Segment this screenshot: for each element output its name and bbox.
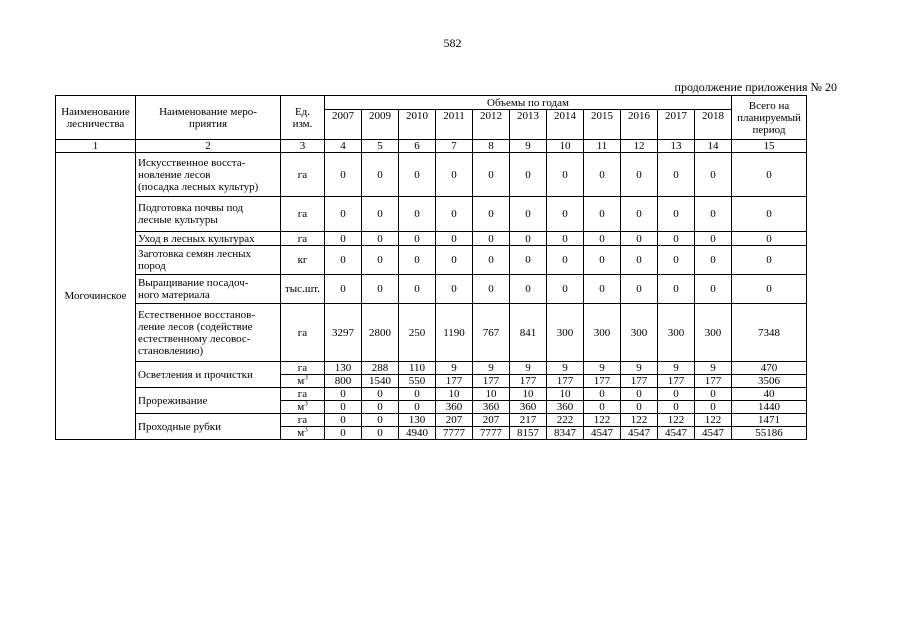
value-cell: 0 <box>621 197 658 232</box>
value-cell: 0 <box>399 401 436 414</box>
value-cell: 841 <box>510 304 547 362</box>
value-cell: 177 <box>584 375 621 388</box>
value-cell: 0 <box>362 246 399 275</box>
unit-text: га <box>297 388 308 400</box>
total-cell: 0 <box>732 232 807 246</box>
value-cell: 0 <box>325 153 362 197</box>
value-cell: 1190 <box>436 304 473 362</box>
value-cell: 177 <box>547 375 584 388</box>
value-cell: 0 <box>584 232 621 246</box>
header-year: 2009 <box>362 110 399 140</box>
value-cell: 0 <box>325 275 362 304</box>
value-cell: 0 <box>547 197 584 232</box>
measure-name-line: Заготовка семян лесных <box>138 248 252 260</box>
measure-name-line: естественному лесовос- <box>138 332 251 345</box>
value-cell: 0 <box>399 232 436 246</box>
value-cell: 300 <box>621 304 658 362</box>
total-cell: 55186 <box>732 427 807 440</box>
table-row <box>56 414 807 427</box>
unit-text: м <box>297 401 305 413</box>
value-cell: 0 <box>621 246 658 275</box>
total-cell: 7348 <box>732 304 807 362</box>
column-number: 4 <box>325 140 362 153</box>
header-total: Всего на планируемый период <box>732 96 807 140</box>
column-number: 10 <box>547 140 584 153</box>
value-cell: 0 <box>621 401 658 414</box>
value-cell: 0 <box>621 153 658 197</box>
measure-name <box>136 275 281 304</box>
value-cell: 0 <box>695 246 732 275</box>
value-cell: 0 <box>436 246 473 275</box>
value-cell: 217 <box>510 414 547 427</box>
value-cell: 0 <box>399 153 436 197</box>
value-cell: 0 <box>621 232 658 246</box>
header-measure-name: Наименование меро- приятия <box>136 96 281 140</box>
value-cell: 288 <box>362 362 399 375</box>
page-number: 582 <box>443 36 462 50</box>
total-cell: 0 <box>732 153 807 197</box>
value-cell: 0 <box>436 197 473 232</box>
header-year: 2007 <box>325 110 362 140</box>
value-cell: 1540 <box>362 375 399 388</box>
total-cell: 3506 <box>732 375 807 388</box>
value-cell: 300 <box>658 304 695 362</box>
value-cell: 0 <box>695 275 732 304</box>
table-row <box>56 275 807 304</box>
value-cell: 300 <box>695 304 732 362</box>
total-cell: 1471 <box>732 414 807 427</box>
value-cell: 122 <box>621 414 658 427</box>
unit-cell <box>281 388 325 401</box>
header-unit: Ед. изм. <box>281 96 325 140</box>
column-number: 8 <box>473 140 510 153</box>
column-number: 2 <box>136 140 281 153</box>
header-year: 2015 <box>584 110 621 140</box>
table-row <box>56 153 807 197</box>
value-cell: 10 <box>436 388 473 401</box>
value-cell: 0 <box>584 275 621 304</box>
value-cell: 800 <box>325 375 362 388</box>
value-cell: 300 <box>547 304 584 362</box>
value-cell: 0 <box>658 246 695 275</box>
total-cell: 1440 <box>732 401 807 414</box>
header-year: 2018 <box>695 110 732 140</box>
measure-name-line: новление лесов <box>138 168 211 181</box>
value-cell: 550 <box>399 375 436 388</box>
value-cell: 177 <box>621 375 658 388</box>
unit-cell: га <box>281 197 325 232</box>
header-year: 2013 <box>510 110 547 140</box>
value-cell: 0 <box>473 197 510 232</box>
table-row <box>56 197 807 232</box>
unit-text: м <box>297 427 305 439</box>
value-cell: 0 <box>362 388 399 401</box>
measure-name-line: ление лесов (содействие <box>138 320 253 333</box>
column-number: 6 <box>399 140 436 153</box>
value-cell: 0 <box>325 246 362 275</box>
value-cell: 0 <box>547 275 584 304</box>
value-cell: 0 <box>510 153 547 197</box>
value-cell: 0 <box>510 246 547 275</box>
value-cell: 177 <box>695 375 732 388</box>
value-cell: 2800 <box>362 304 399 362</box>
value-cell: 0 <box>547 232 584 246</box>
column-number: 3 <box>281 140 325 153</box>
measure-name-line: Выращивание посадоч- <box>138 277 249 289</box>
measure-name <box>136 197 281 232</box>
value-cell: 0 <box>325 414 362 427</box>
value-cell: 9 <box>473 362 510 375</box>
value-cell: 0 <box>399 275 436 304</box>
value-cell: 0 <box>584 401 621 414</box>
value-cell: 360 <box>547 401 584 414</box>
total-cell: 470 <box>732 362 807 375</box>
value-cell: 122 <box>658 414 695 427</box>
value-cell: 122 <box>584 414 621 427</box>
value-cell: 207 <box>473 414 510 427</box>
value-cell: 0 <box>362 275 399 304</box>
value-cell: 4547 <box>584 427 621 440</box>
value-cell: 0 <box>658 197 695 232</box>
measure-name-line: Подготовка почвы под <box>138 202 244 214</box>
value-cell: 9 <box>510 362 547 375</box>
value-cell: 360 <box>436 401 473 414</box>
value-cell: 9 <box>621 362 658 375</box>
value-cell: 0 <box>658 275 695 304</box>
value-cell: 0 <box>399 246 436 275</box>
unit-cell <box>281 362 325 375</box>
measure-name-line: лесные культуры <box>138 214 218 226</box>
value-cell: 0 <box>362 427 399 440</box>
value-cell: 130 <box>325 362 362 375</box>
value-cell: 0 <box>547 153 584 197</box>
forestry-name: Могочинское <box>56 153 136 440</box>
value-cell: 250 <box>399 304 436 362</box>
value-cell: 0 <box>658 388 695 401</box>
header-year: 2011 <box>436 110 473 140</box>
column-number: 14 <box>695 140 732 153</box>
value-cell: 0 <box>695 232 732 246</box>
column-number: 5 <box>362 140 399 153</box>
value-cell: 0 <box>584 246 621 275</box>
measure-name <box>136 153 281 197</box>
value-cell: 767 <box>473 304 510 362</box>
table-row <box>56 362 807 375</box>
total-cell: 0 <box>732 275 807 304</box>
value-cell: 360 <box>473 401 510 414</box>
column-number: 12 <box>621 140 658 153</box>
value-cell: 0 <box>658 401 695 414</box>
value-cell: 0 <box>695 401 732 414</box>
value-cell: 7777 <box>436 427 473 440</box>
header-volumes-by-year: Объемы по годам <box>325 96 732 110</box>
value-cell: 0 <box>399 197 436 232</box>
unit-cell: тыс.шт. <box>281 275 325 304</box>
table-row <box>56 304 807 362</box>
value-cell: 0 <box>362 197 399 232</box>
column-number: 15 <box>732 140 807 153</box>
column-number: 9 <box>510 140 547 153</box>
unit-superscript: 3 <box>304 373 308 382</box>
value-cell: 0 <box>510 232 547 246</box>
value-cell: 0 <box>362 401 399 414</box>
value-cell: 0 <box>695 153 732 197</box>
value-cell: 360 <box>510 401 547 414</box>
value-cell: 10 <box>473 388 510 401</box>
value-cell: 0 <box>621 388 658 401</box>
value-cell: 0 <box>510 197 547 232</box>
forest-measures-table <box>55 95 807 440</box>
measure-name: Осветления и прочистки <box>136 362 281 388</box>
measure-name-line: (посадка лесных культур) <box>138 180 259 193</box>
value-cell: 0 <box>325 197 362 232</box>
value-cell: 3297 <box>325 304 362 362</box>
value-cell: 4547 <box>658 427 695 440</box>
value-cell: 0 <box>473 275 510 304</box>
value-cell: 9 <box>547 362 584 375</box>
value-cell: 4547 <box>621 427 658 440</box>
value-cell: 0 <box>510 275 547 304</box>
value-cell: 0 <box>325 401 362 414</box>
header-year: 2010 <box>399 110 436 140</box>
value-cell: 0 <box>695 388 732 401</box>
unit-text: га <box>297 362 308 374</box>
value-cell: 9 <box>584 362 621 375</box>
total-cell: 0 <box>732 246 807 275</box>
header-year: 2016 <box>621 110 658 140</box>
measure-name-line: ного материала <box>138 289 210 301</box>
unit-cell: га <box>281 304 325 362</box>
unit-cell <box>281 375 325 388</box>
value-cell: 4547 <box>695 427 732 440</box>
value-cell: 177 <box>510 375 547 388</box>
unit-text: м <box>297 375 305 387</box>
value-cell: 0 <box>399 388 436 401</box>
measure-name-line: становлению) <box>138 344 204 357</box>
measure-name-line: Искусственное восста- <box>138 156 246 169</box>
value-cell: 0 <box>658 153 695 197</box>
table-row <box>56 388 807 401</box>
value-cell: 110 <box>399 362 436 375</box>
value-cell: 0 <box>325 388 362 401</box>
header-year: 2014 <box>547 110 584 140</box>
value-cell: 177 <box>473 375 510 388</box>
unit-cell <box>281 414 325 427</box>
value-cell: 207 <box>436 414 473 427</box>
column-number: 7 <box>436 140 473 153</box>
header-year: 2012 <box>473 110 510 140</box>
value-cell: 0 <box>584 197 621 232</box>
value-cell: 0 <box>362 153 399 197</box>
unit-cell: га <box>281 153 325 197</box>
value-cell: 9 <box>436 362 473 375</box>
value-cell: 0 <box>325 427 362 440</box>
unit-superscript: 3 <box>304 425 308 434</box>
table-row <box>56 232 807 246</box>
value-cell: 0 <box>436 232 473 246</box>
column-number: 13 <box>658 140 695 153</box>
value-cell: 0 <box>584 153 621 197</box>
value-cell: 0 <box>473 232 510 246</box>
value-cell: 0 <box>658 232 695 246</box>
value-cell: 0 <box>362 232 399 246</box>
value-cell: 0 <box>695 197 732 232</box>
measure-name: Прореживание <box>136 388 281 414</box>
value-cell: 8347 <box>547 427 584 440</box>
value-cell: 122 <box>695 414 732 427</box>
value-cell: 0 <box>325 232 362 246</box>
unit-cell <box>281 427 325 440</box>
value-cell: 8157 <box>510 427 547 440</box>
value-cell: 0 <box>362 414 399 427</box>
value-cell: 0 <box>547 246 584 275</box>
measure-name <box>136 246 281 275</box>
value-cell: 10 <box>510 388 547 401</box>
header-forestry-name: Наименование лесничества <box>56 96 136 140</box>
unit-text: га <box>297 414 308 426</box>
value-cell: 177 <box>436 375 473 388</box>
measure-name <box>136 304 281 362</box>
total-cell: 0 <box>732 197 807 232</box>
value-cell: 300 <box>584 304 621 362</box>
value-cell: 4940 <box>399 427 436 440</box>
value-cell: 0 <box>621 275 658 304</box>
measure-name: Проходные рубки <box>136 414 281 440</box>
value-cell: 0 <box>436 153 473 197</box>
measure-name-line: Уход в лесных культурах <box>138 232 255 245</box>
unit-cell <box>281 401 325 414</box>
measure-name-line: Естественное восстанов- <box>138 308 256 321</box>
header-year: 2017 <box>658 110 695 140</box>
value-cell: 0 <box>473 246 510 275</box>
continuation-label: продолжение приложения № 20 <box>674 80 837 94</box>
value-cell: 177 <box>658 375 695 388</box>
measure-name-line: пород <box>138 260 166 272</box>
total-cell: 40 <box>732 388 807 401</box>
value-cell: 10 <box>547 388 584 401</box>
value-cell: 0 <box>473 153 510 197</box>
value-cell: 0 <box>584 388 621 401</box>
value-cell: 222 <box>547 414 584 427</box>
value-cell: 9 <box>658 362 695 375</box>
measure-name <box>136 232 281 246</box>
value-cell: 9 <box>695 362 732 375</box>
unit-cell: га <box>281 232 325 246</box>
unit-cell: кг <box>281 246 325 275</box>
table-row <box>56 246 807 275</box>
value-cell: 7777 <box>473 427 510 440</box>
value-cell: 0 <box>436 275 473 304</box>
column-number: 1 <box>56 140 136 153</box>
unit-superscript: 3 <box>304 399 308 408</box>
value-cell: 130 <box>399 414 436 427</box>
column-number: 11 <box>584 140 621 153</box>
